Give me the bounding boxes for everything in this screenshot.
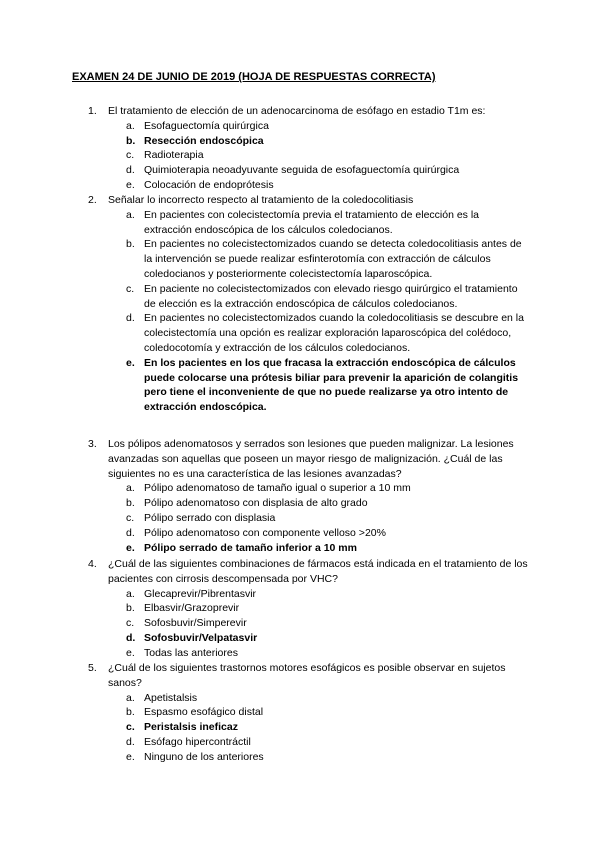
option-text: Resección endoscópica bbox=[144, 134, 264, 147]
option-letter: c. bbox=[126, 511, 135, 524]
option-letter: c. bbox=[126, 149, 135, 162]
answer-option bbox=[88, 526, 528, 541]
option-text: En pacientes no colecistectomizados cuando se detecta coledocolitiasis antes de la intervención se puede realizar esfinterotomía con extracción de cálculos coledocianos y posteriormente colecistectomía laparoscópica. bbox=[144, 238, 522, 280]
option-letter: b. bbox=[126, 134, 136, 147]
answer-option bbox=[88, 705, 528, 720]
answer-option bbox=[88, 616, 528, 631]
option-text: En pacientes con colecistectomía previa el tratamiento de elección es la extracción endoscópica de los cálculos coledocianos. bbox=[144, 208, 480, 236]
correct-option bbox=[88, 720, 528, 735]
answer-option bbox=[88, 311, 528, 355]
option-letter: b. bbox=[126, 602, 135, 615]
option-letter: d. bbox=[126, 735, 135, 748]
option-letter: a. bbox=[126, 208, 135, 221]
option-text: Esófago hipercontráctil bbox=[144, 735, 251, 748]
page-title: EXAMEN 24 DE JUNIO DE 2019 (HOJA DE RESPUESTAS CORRECTA) bbox=[72, 71, 436, 83]
option-text: Sofosbuvir/Velpatasvir bbox=[144, 631, 258, 644]
answer-option bbox=[88, 587, 528, 602]
answer-option bbox=[88, 119, 528, 134]
correct-option bbox=[88, 134, 528, 149]
answer-option bbox=[88, 750, 528, 765]
option-letter: a. bbox=[126, 691, 135, 704]
answer-option bbox=[88, 601, 528, 616]
question-text: ¿Cuál de los siguientes trastornos motores esofágicos es posible observar en sujetos sanos? bbox=[108, 662, 506, 689]
option-letter: e. bbox=[126, 541, 135, 554]
question-text: Señalar lo incorrecto respecto al tratamiento de la coledocolitiasis bbox=[108, 194, 414, 206]
option-letter: b. bbox=[126, 497, 135, 510]
option-text: Todas las anteriores bbox=[144, 646, 238, 659]
option-text: Pólipo serrado de tamaño inferior a 10 mm bbox=[144, 541, 357, 554]
option-letter: e. bbox=[126, 750, 135, 763]
option-letter: a. bbox=[126, 482, 135, 495]
option-letter: d. bbox=[126, 526, 135, 539]
question-4 bbox=[88, 557, 528, 661]
question-3 bbox=[88, 437, 528, 555]
option-letter: a. bbox=[126, 587, 135, 600]
answer-option bbox=[88, 481, 528, 496]
answer-option bbox=[88, 511, 528, 526]
option-text: Apetistalsis bbox=[144, 691, 198, 704]
question-text: Los pólipos adenomatosos y serrados son lesiones que pueden malignizar. La lesiones avanzadas son aquellas que poseen un mayor riesgo de malignización. ¿Cuál de las siguientes no es una característica de las lesiones avanzadas? bbox=[108, 438, 514, 480]
option-text: Sofosbuvir/Simperevir bbox=[144, 617, 247, 630]
option-text: Pólipo adenomatoso con displasia de alto grado bbox=[144, 497, 368, 510]
option-letter: c. bbox=[126, 617, 135, 630]
answer-option bbox=[88, 208, 528, 238]
answer-option bbox=[88, 148, 528, 163]
correct-option bbox=[88, 541, 528, 556]
option-text: Elbasvir/Grazoprevir bbox=[144, 602, 240, 615]
option-letter: b. bbox=[126, 706, 135, 719]
option-text: Ninguno de los anteriores bbox=[144, 750, 264, 763]
option-text: En los pacientes en los que fracasa la extracción endoscópica de cálculos puede colocarse una prótesis biliar para prevenir la aparición de colangitis pero tiene el inconveniente de que no puede realizarse ya otro intento de extracción endoscópica. bbox=[144, 356, 519, 414]
option-letter: d. bbox=[126, 631, 136, 644]
answer-option bbox=[88, 237, 528, 281]
option-text: Espasmo esofágico distal bbox=[144, 706, 264, 719]
answer-option bbox=[88, 163, 528, 178]
question-number: 1. bbox=[88, 105, 97, 117]
option-text: Radioterapia bbox=[144, 149, 204, 162]
option-text: En pacientes no colecistectomizados cuando la coledocolitiasis se descubre en la colecistectomía una opción es realizar exploración laparoscópica del colédoco, coledocotomía y extracción de los cálculos coledocianos. bbox=[144, 312, 524, 354]
option-text: Esofaguectomía quirúrgica bbox=[144, 119, 269, 132]
answer-option bbox=[88, 496, 528, 511]
option-list bbox=[88, 208, 528, 415]
question-number: 4. bbox=[88, 558, 97, 570]
question-text: ¿Cuál de las siguientes combinaciones de fármacos está indicada en el tratamiento de los pacientes con cirrosis descompensada por VHC? bbox=[108, 558, 528, 585]
option-letter: c. bbox=[126, 282, 135, 295]
option-list bbox=[88, 587, 528, 661]
option-text: Peristalsis ineficaz bbox=[144, 721, 238, 734]
answer-option bbox=[88, 282, 528, 312]
question-text: El tratamiento de elección de un adenocarcinoma de esófago en estadio T1m es: bbox=[108, 105, 486, 117]
option-letter: e. bbox=[126, 178, 135, 191]
option-text: Pólipo adenomatoso con componente velloso >20% bbox=[144, 526, 386, 539]
option-text: Pólipo serrado con displasia bbox=[144, 511, 276, 524]
option-text: Quimioterapia neoadyuvante seguida de esofaguectomía quirúrgica bbox=[144, 164, 460, 177]
option-letter: c. bbox=[126, 721, 135, 734]
question-1 bbox=[88, 104, 528, 193]
answer-option bbox=[88, 735, 528, 750]
option-letter: e. bbox=[126, 356, 135, 369]
question-5 bbox=[88, 661, 528, 765]
question-2 bbox=[88, 193, 528, 415]
option-list bbox=[88, 481, 528, 555]
correct-option bbox=[88, 356, 528, 415]
answer-option bbox=[88, 646, 528, 661]
option-text: Colocación de endoprótesis bbox=[144, 178, 274, 191]
answer-option bbox=[88, 691, 528, 706]
correct-option bbox=[88, 631, 528, 646]
option-text: Pólipo adenomatoso de tamaño igual o superior a 10 mm bbox=[144, 482, 411, 495]
option-letter: a. bbox=[126, 119, 135, 132]
option-letter: e. bbox=[126, 646, 135, 659]
question-number: 5. bbox=[88, 662, 97, 674]
option-text: En paciente no colecistectomizados con elevado riesgo quirúrgico el tratamiento de elección es la extracción endoscópica de cálculos coledocianos. bbox=[144, 282, 518, 310]
option-letter: d. bbox=[126, 312, 135, 325]
option-list bbox=[88, 691, 528, 765]
answer-option bbox=[88, 178, 528, 193]
option-list bbox=[88, 119, 528, 193]
option-letter: d. bbox=[126, 164, 135, 177]
question-number: 3. bbox=[88, 438, 97, 450]
option-text: Glecaprevir/Pibrentasvir bbox=[144, 587, 257, 600]
option-letter: b. bbox=[126, 238, 135, 251]
question-number: 2. bbox=[88, 194, 97, 206]
